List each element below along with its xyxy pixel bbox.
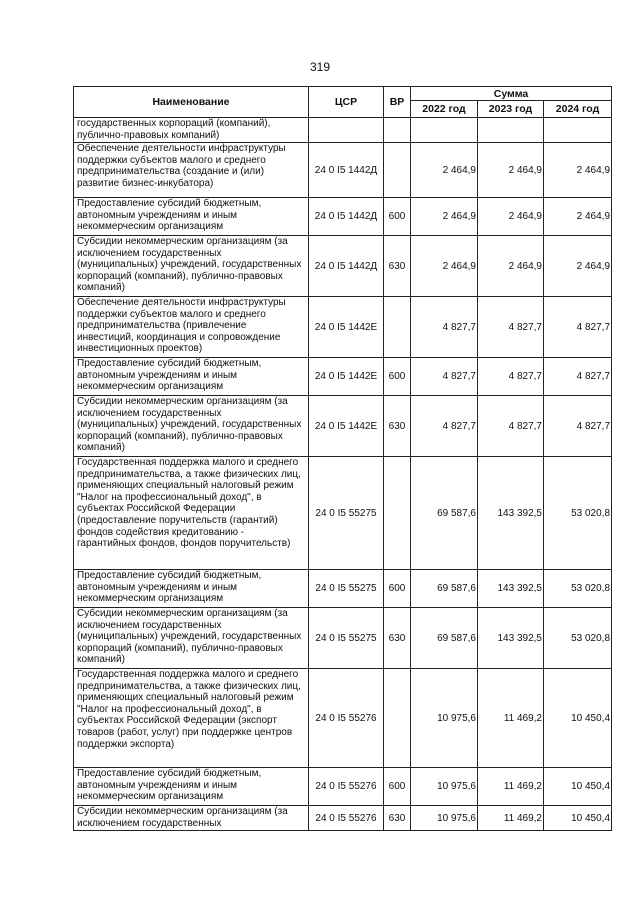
header-year-2024: 2024 год — [544, 101, 612, 118]
header-sum: Сумма — [411, 87, 612, 101]
header-year-2023: 2023 год — [478, 101, 544, 118]
cell-csr: 24 0 I5 1442Д — [309, 143, 384, 198]
cell-2023 — [478, 118, 544, 143]
table-row — [74, 236, 612, 297]
cell-csr: 24 0 I5 1442Е — [309, 396, 384, 457]
cell-vr: 630 — [384, 236, 411, 297]
cell-2022: 69 587,6 — [411, 608, 478, 669]
cell-name: Субсидии некоммерческим организациям (за исключением государственных (муниципальных) учреждений, государственных корпораций (компаний), публично-правовых компаний) — [74, 396, 309, 457]
cell-vr: 600 — [384, 768, 411, 806]
cell-2022: 10 975,6 — [411, 768, 478, 806]
table-row — [74, 358, 612, 396]
cell-2022: 4 827,7 — [411, 358, 478, 396]
page-number: 319 — [309, 60, 331, 74]
cell-name: Предоставление субсидий бюджетным, автономным учреждениям и иным некоммерческим организациям — [74, 768, 309, 806]
cell-name: Обеспечение деятельности инфраструктуры поддержки субъектов малого и среднего предпринимательства (привлечение инвестиций, координация и сопровождение инвестиционных проектов) — [74, 297, 309, 358]
table-row — [74, 118, 612, 143]
cell-vr: 600 — [384, 358, 411, 396]
header-vr: ВР — [384, 87, 411, 118]
table-row — [74, 570, 612, 608]
cell-vr: 630 — [384, 396, 411, 457]
cell-2022: 69 587,6 — [411, 570, 478, 608]
cell-vr — [384, 297, 411, 358]
cell-2022: 4 827,7 — [411, 297, 478, 358]
cell-vr: 600 — [384, 570, 411, 608]
cell-name: Предоставление субсидий бюджетным, автономным учреждениям и иным некоммерческим организациям — [74, 358, 309, 396]
budget-table — [73, 86, 612, 831]
table-row — [74, 143, 612, 198]
cell-2024: 53 020,8 — [544, 457, 612, 570]
cell-vr — [384, 143, 411, 198]
table-row — [74, 669, 612, 768]
cell-csr: 24 0 I5 55275 — [309, 570, 384, 608]
cell-2023: 11 469,2 — [478, 669, 544, 768]
cell-csr: 24 0 I5 55275 — [309, 608, 384, 669]
cell-csr: 24 0 I5 1442Е — [309, 297, 384, 358]
cell-2024: 4 827,7 — [544, 358, 612, 396]
table-row — [74, 806, 612, 831]
cell-2022: 4 827,7 — [411, 396, 478, 457]
cell-2023: 143 392,5 — [478, 457, 544, 570]
cell-2024: 4 827,7 — [544, 396, 612, 457]
cell-2023: 4 827,7 — [478, 297, 544, 358]
cell-name: Субсидии некоммерческим организациям (за исключением государственных (муниципальных) учреждений, государственных корпораций (компаний), публично-правовых компаний) — [74, 608, 309, 669]
cell-2023: 4 827,7 — [478, 358, 544, 396]
cell-2024: 10 450,4 — [544, 806, 612, 831]
cell-2024: 10 450,4 — [544, 669, 612, 768]
cell-2022: 2 464,9 — [411, 236, 478, 297]
cell-name: Государственная поддержка малого и среднего предпринимательства, а также физических лиц, применяющих специальный налоговый режим "Налог на профессиональный доход", в субъектах Российской Федерации (экспорт товаров (работ, услуг) при поддержке центров поддержки экспорта) — [74, 669, 309, 768]
cell-name: государственных корпораций (компаний), публично-правовых компаний) — [74, 118, 309, 143]
cell-2024 — [544, 118, 612, 143]
cell-name: Предоставление субсидий бюджетным, автономным учреждениям и иным некоммерческим организациям — [74, 198, 309, 236]
cell-2022: 10 975,6 — [411, 669, 478, 768]
cell-csr — [309, 118, 384, 143]
header-year-2022: 2022 год — [411, 101, 478, 118]
cell-2023: 143 392,5 — [478, 570, 544, 608]
cell-2024: 2 464,9 — [544, 143, 612, 198]
cell-2024: 53 020,8 — [544, 608, 612, 669]
cell-2022: 2 464,9 — [411, 143, 478, 198]
header-csr: ЦСР — [309, 87, 384, 118]
cell-name: Субсидии некоммерческим организациям (за исключением государственных (муниципальных) учреждений, государственных корпораций (компаний), публично-правовых компаний) — [74, 236, 309, 297]
cell-csr: 24 0 I5 55275 — [309, 457, 384, 570]
cell-csr: 24 0 I5 1442Е — [309, 358, 384, 396]
cell-name: Субсидии некоммерческим организациям (за исключением государственных — [74, 806, 309, 831]
cell-2024: 2 464,9 — [544, 236, 612, 297]
cell-2024: 53 020,8 — [544, 570, 612, 608]
cell-2023: 11 469,2 — [478, 806, 544, 831]
cell-csr: 24 0 I5 55276 — [309, 768, 384, 806]
cell-vr: 600 — [384, 198, 411, 236]
cell-2023: 143 392,5 — [478, 608, 544, 669]
table-row — [74, 768, 612, 806]
cell-csr: 24 0 I5 55276 — [309, 806, 384, 831]
cell-2023: 11 469,2 — [478, 768, 544, 806]
cell-2024: 2 464,9 — [544, 198, 612, 236]
table-row — [74, 297, 612, 358]
cell-vr — [384, 118, 411, 143]
cell-name: Государственная поддержка малого и среднего предпринимательства, а также физических лиц, применяющих специальный налоговый режим "Налог на профессиональный доход", в субъектах Российской Федерации (предоставление поручительств (гарантий) фондов содействия кредитованию - гарантийных фондов, фондов поручительств) — [74, 457, 309, 570]
cell-2023: 4 827,7 — [478, 396, 544, 457]
cell-name: Предоставление субсидий бюджетным, автономным учреждениям и иным некоммерческим организациям — [74, 570, 309, 608]
cell-vr: 630 — [384, 806, 411, 831]
table-row — [74, 198, 612, 236]
cell-2023: 2 464,9 — [478, 198, 544, 236]
header-name: Наименование — [74, 87, 309, 118]
table-row — [74, 396, 612, 457]
cell-vr — [384, 457, 411, 570]
cell-csr: 24 0 I5 1442Д — [309, 236, 384, 297]
cell-vr: 630 — [384, 608, 411, 669]
cell-2023: 2 464,9 — [478, 143, 544, 198]
cell-csr: 24 0 I5 55276 — [309, 669, 384, 768]
cell-2022 — [411, 118, 478, 143]
cell-2022: 10 975,6 — [411, 806, 478, 831]
cell-csr: 24 0 I5 1442Д — [309, 198, 384, 236]
cell-2022: 2 464,9 — [411, 198, 478, 236]
cell-name: Обеспечение деятельности инфраструктуры поддержки субъектов малого и среднего предпринимательства (создание и (или) развитие бизнес-инкубатора) — [74, 143, 309, 198]
cell-2023: 2 464,9 — [478, 236, 544, 297]
table-row — [74, 608, 612, 669]
cell-2024: 4 827,7 — [544, 297, 612, 358]
cell-vr — [384, 669, 411, 768]
cell-2024: 10 450,4 — [544, 768, 612, 806]
cell-2022: 69 587,6 — [411, 457, 478, 570]
table-row — [74, 457, 612, 570]
